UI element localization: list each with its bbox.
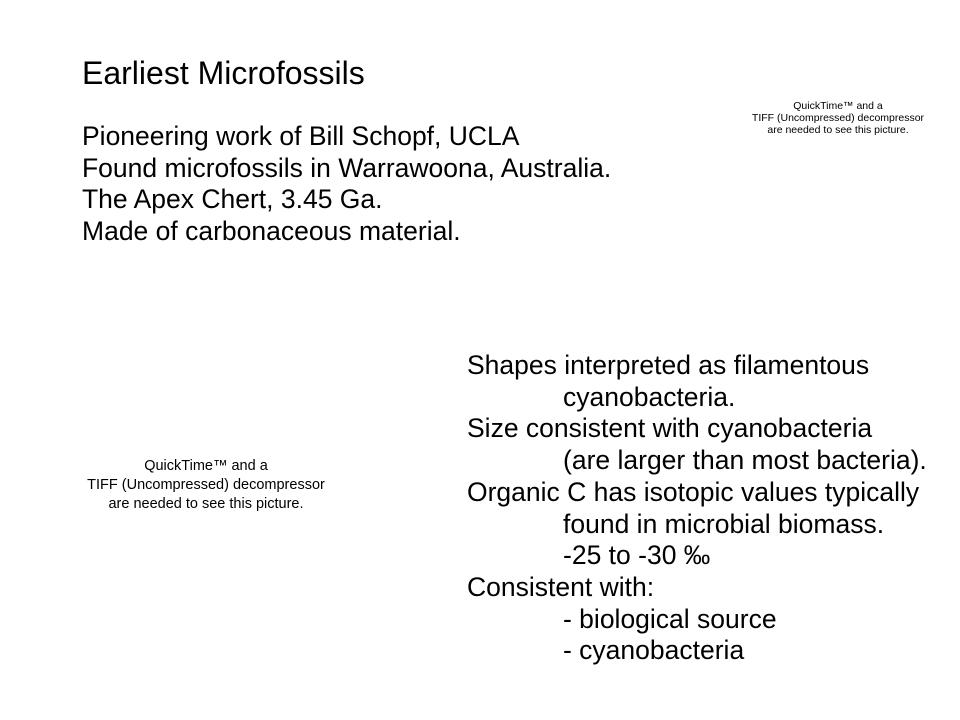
intro-line: Found microfossils in Warrawoona, Australia.	[82, 152, 612, 183]
placeholder-line: TIFF (Uncompressed) decompressor	[87, 477, 325, 493]
placeholder-line: QuickTime™ and a	[144, 458, 268, 474]
consistent-item: - biological source	[563, 603, 777, 634]
intro-line: Made of carbonaceous material.	[82, 216, 461, 247]
observation-shapes: Shapes interpreted as filamentous	[467, 350, 870, 380]
placeholder-line: TIFF (Uncompressed) decompressor	[751, 112, 925, 124]
observations-block	[467, 350, 927, 667]
observation-consistent-with: Consistent with:	[467, 571, 655, 602]
observation-shapes-continuation: cyanobacteria.	[563, 381, 736, 412]
intro-line: The Apex Chert, 3.45 Ga.	[82, 184, 383, 215]
image-placeholder-top-right	[738, 100, 938, 136]
observation-size-continuation: (are larger than most bacteria).	[563, 445, 927, 476]
placeholder-line: are needed to see this picture.	[767, 124, 909, 136]
placeholder-line: QuickTime™ and a	[793, 100, 883, 112]
consistent-item: - cyanobacteria	[563, 635, 745, 666]
placeholder-line: are needed to see this picture.	[108, 496, 304, 512]
image-placeholder-left	[56, 457, 356, 514]
observation-isotopes: Organic C has isotopic values typically	[467, 476, 920, 507]
intro-text-block	[82, 121, 611, 248]
isotope-value-range: -25 to -30 ‰	[563, 540, 711, 571]
slide-title: Earliest Microfossils	[82, 55, 365, 91]
intro-line: Pioneering work of Bill Schopf, UCLA	[82, 121, 520, 151]
observation-isotopes-continuation: found in microbial biomass.	[563, 508, 885, 539]
observation-size: Size consistent with cyanobacteria	[467, 413, 873, 444]
